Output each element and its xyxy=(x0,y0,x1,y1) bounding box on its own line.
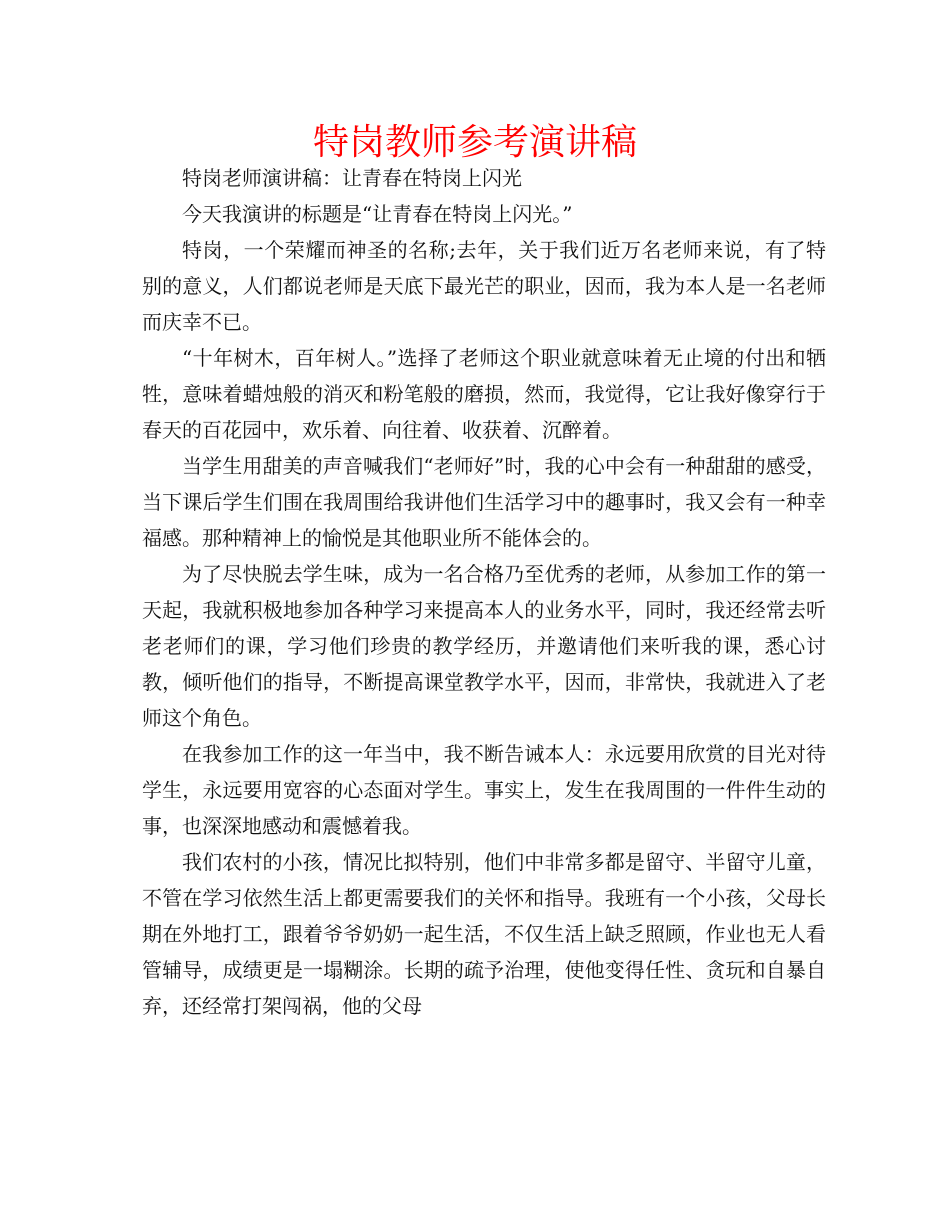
paragraph: 我们农村的小孩，情况比拟特别，他们中非常多都是留守、半留守儿童，不管在学习依然生活上都更需要我们的关怀和指导。我班有一个小孩，父母长期在外地打工，跟着爷爷奶奶一起生活，不仅生活上缺乏照顾，作业也无人看管辅导，成绩更是一塌糊涂。长期的疏予治理，使他变得任性、贪玩和自暴自弃，还经常打架闯祸，他的父母 xyxy=(142,850,826,1018)
document-body xyxy=(142,160,826,1024)
paragraph-subtitle: 特岗老师演讲稿：让青春在特岗上闪光 xyxy=(182,166,522,190)
paragraph: 在我参加工作的这一年当中，我不断告诫本人：永远要用欣赏的目光对待学生，永远要用宽容的心态面对学生。事实上，发生在我周围的一件件生动的事，也深深地感动和震憾着我。 xyxy=(142,742,826,838)
paragraph: 当学生用甜美的声音喊我们“老师好”时，我的心中会有一种甜甜的感受，当下课后学生们围在我周围给我讲他们生活学习中的趣事时，我又会有一种幸福感。那种精神上的愉悦是其他职业所不能体会的。 xyxy=(142,454,826,550)
paragraph: 特岗，一个荣耀而神圣的名称;去年，关于我们近万名老师来说，有了特别的意义，人们都说老师是天底下最光芒的职业，因而，我为本人是一名老师而庆幸不已。 xyxy=(142,238,826,334)
document-title: 特岗教师参考演讲稿 xyxy=(312,122,637,163)
paragraph: “十年树木，百年树人。”选择了老师这个职业就意味着无止境的付出和牺牲，意味着蜡烛般的消灭和粉笔般的磨损，然而，我觉得，它让我好像穿行于春天的百花园中，欢乐着、向往着、收获着、沉醉着。 xyxy=(142,346,826,442)
paragraph: 为了尽快脱去学生味，成为一名合格乃至优秀的老师，从参加工作的第一天起，我就积极地参加各种学习来提高本人的业务水平，同时，我还经常去听老老师们的课，学习他们珍贵的教学经历，并邀请他们来听我的课，悉心讨教，倾听他们的指导，不断提高课堂教学水平，因而，非常快，我就进入了老师这个角色。 xyxy=(142,562,826,730)
paragraph-intro: 今天我演讲的标题是“让青春在特岗上闪光。” xyxy=(182,202,573,226)
